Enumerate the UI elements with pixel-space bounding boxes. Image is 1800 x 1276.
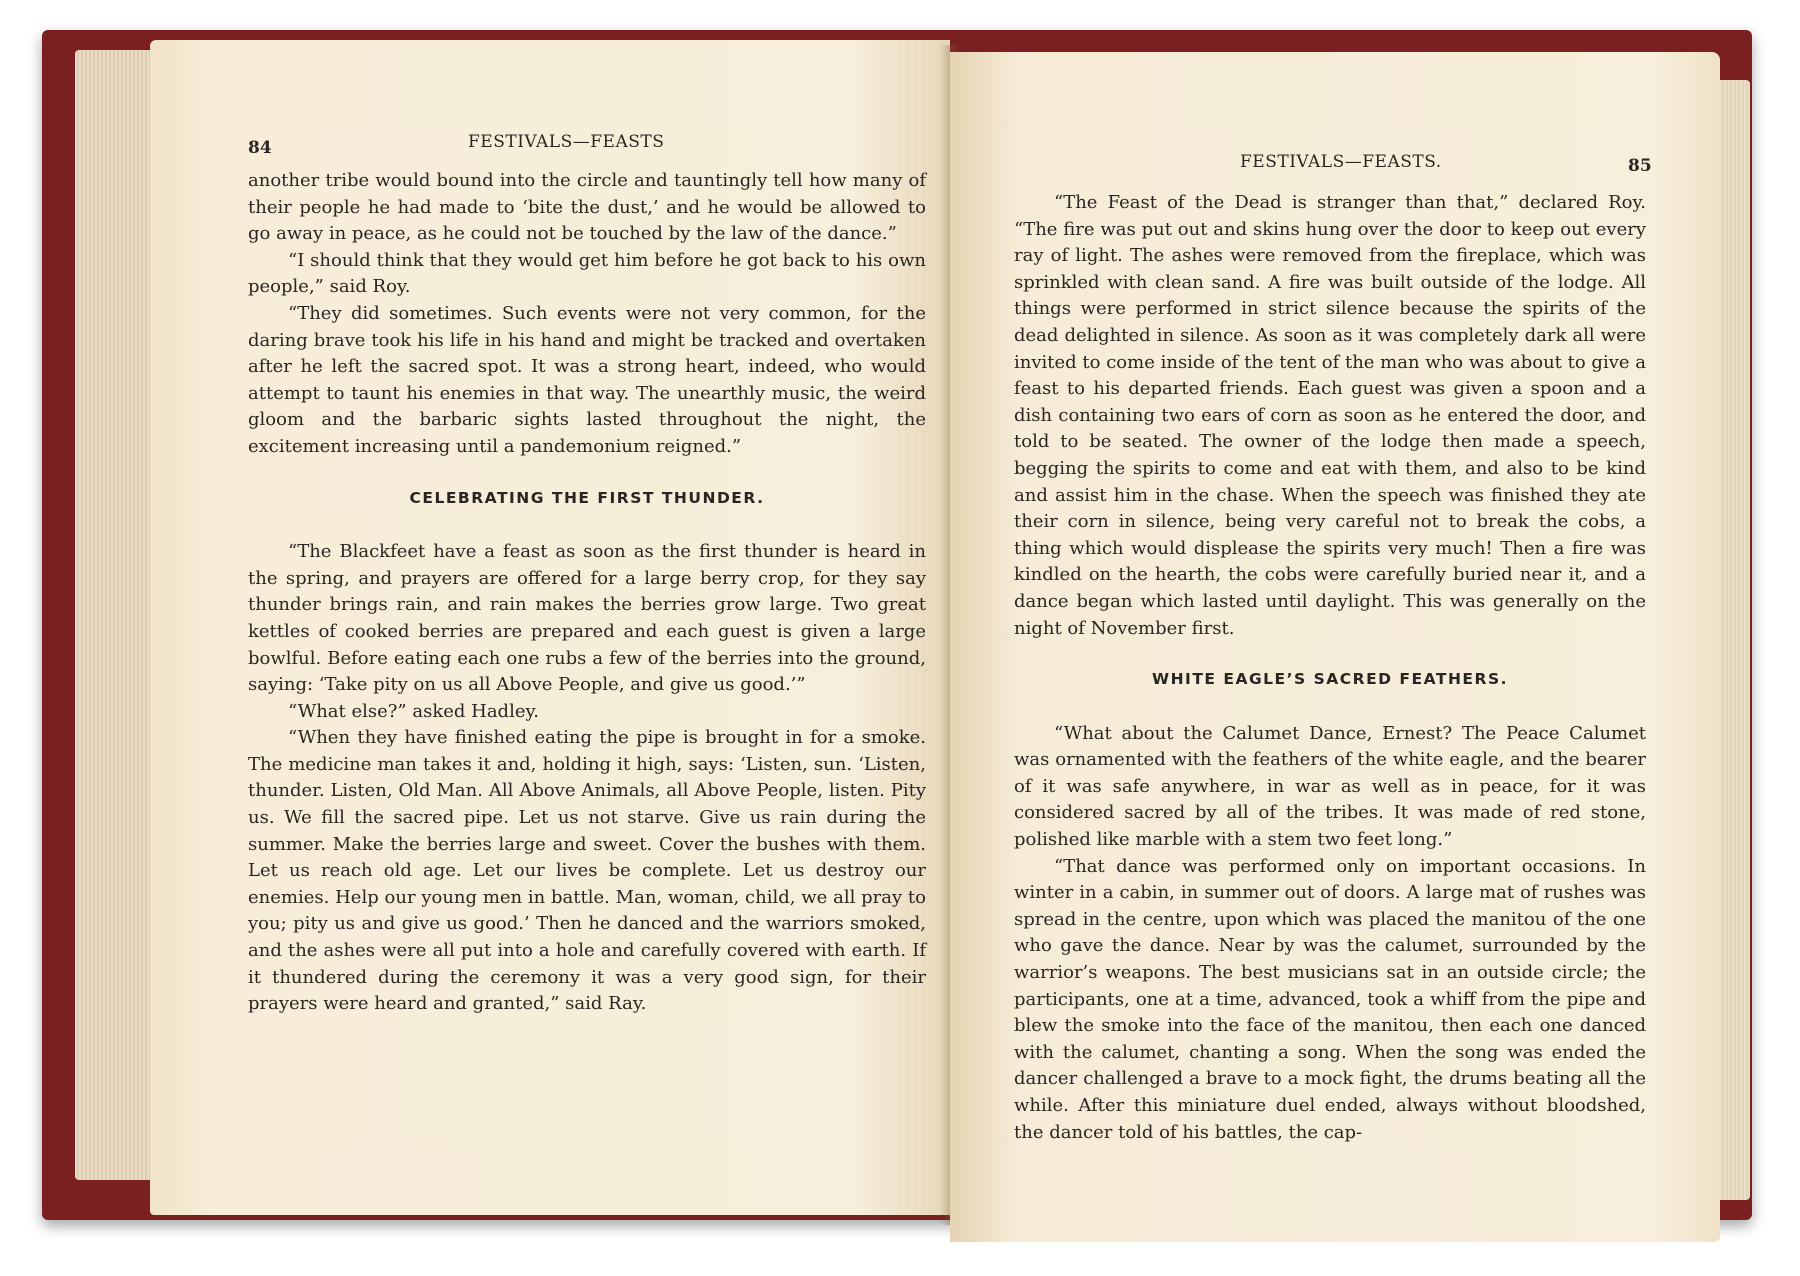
right-paragraph-2: “What about the Calumet Dance, Ernest? The Peace Calumet was ornamented with the feathers of the white eagle, and the bearer of it was safe anywhere, in war as well as in peace, for it was considered sacred by all of the tribes. It was made of red stone, polished like marble with a stem two feet long.”: [1014, 722, 1646, 851]
right-page-number: 85: [1628, 156, 1652, 176]
left-page-header: FESTIVALS—FEASTS: [468, 132, 665, 152]
right-page-body: [1014, 190, 1646, 1146]
right-paragraph-1: “The Feast of the Dead is stranger than that,” declared Roy. “The fire was put out and skins hung over the door to keep out every ray of light. The ashes were removed from the fireplace, which was sprinkled with clean sand. A fire was built outside of the lodge. All things were performed in strict silence because the spirits of the dead delighted in silence. As soon as it was completely dark all were invited to come inside of the tent of the man who was about to give a feast to his departed friends. Each guest was given a spoon and a dish containing two ears of corn as soon as he entered the door, and told to be seated. The owner of the lodge then made a speech, begging the spirits to come and eat with them, and also to be kind and assist him in the chase. When the speech was finished they ate their corn in silence, being very careful not to break the cobs, a thing which would displease the spirits very much! Then a fire was kindled on the hearth, the cobs were carefully buried near it, and a dance began which lasted until daylight. This was generally on the night of November first.: [1014, 192, 1646, 639]
right-section-heading: WHITE EAGLE’S SACRED FEATHERS.: [1151, 670, 1509, 689]
left-page-number: 84: [248, 138, 272, 158]
left-paragraph-2: “I should think that they would get him before he got back to his own people,” said Roy.: [248, 249, 926, 298]
left-paragraph-3: “They did sometimes. Such events were not very common, for the daring brave took his life in his hand and might be tracked and overtaken after he left the sacred spot. It was a strong heart, indeed, who would attempt to taunt his enemies in that way. The unearthly music, the weird gloom and the barbaric sights lasted throughout the night, the excitement increasing until a pandemonium reigned.”: [248, 302, 926, 457]
right-page-header: FESTIVALS—FEASTS.: [1240, 152, 1442, 172]
left-paragraph-4: “The Blackfeet have a feast as soon as the first thunder is heard in the spring, and prayers are offered for a large berry crop, for they say thunder brings rain, and rain makes the berries grow large. Two great kettles of cooked berries are prepared and each guest is given a large bowlful. Before eating each one rubs a few of the berries into the ground, saying: ‘Take pity on us all Above People, and give us good.’”: [248, 541, 926, 696]
left-page: [150, 40, 950, 1215]
left-page-body: [248, 168, 926, 1018]
right-page: [950, 52, 1720, 1242]
left-paragraph-1: another tribe would bound into the circle and tauntingly tell how many of their people he had made to ‘bite the dust,’ and he would be allowed to go away in peace, as he could not be touched by the law of the dance.”: [248, 170, 926, 245]
left-section-heading: CELEBRATING THE FIRST THUNDER.: [409, 488, 765, 507]
left-paragraph-5: “What else?” asked Hadley.: [288, 700, 539, 722]
page-edges-left: [75, 50, 155, 1180]
right-paragraph-3: “That dance was performed only on important occasions. In winter in a cabin, in summer out of doors. A large mat of rushes was spread in the centre, upon which was placed the manitou of the one who gave the dance. Near by was the calumet, surrounded by the warrior’s weapons. The best musicians sat in an outside circle; the participants, one at a time, advanced, took a whiff from the pipe and blew the smoke into the face of the manitou, then each one danced with the calumet, chanting a song. When the song was ended the dancer challenged a brave to a mock fight, the drums beating all the while. After this miniature duel ended, always without bloodshed, the dancer told of his battles, the cap-: [1014, 855, 1646, 1143]
left-paragraph-6: “When they have finished eating the pipe is brought in for a smoke. The medicine man takes it and, holding it high, says: ‘Listen, sun. ‘Listen, thunder. Listen, Old Man. All Above Animals, all Above People, listen. Pity us. We fill the sacred pipe. Let us not starve. Give us rain during the summer. Make the berries large and sweet. Cover the bushes with them. Let us reach old age. Let our lives be complete. Let us destroy our enemies. Help our young men in battle. Man, woman, child, we all pray to you; pity us and give us good.’ Then he danced and the warriors smoked, and the ashes were all put into a hole and carefully covered with earth. If it thundered during the ceremony it was a very good sign, for their prayers were heard and granted,” said Ray.: [248, 727, 926, 1015]
